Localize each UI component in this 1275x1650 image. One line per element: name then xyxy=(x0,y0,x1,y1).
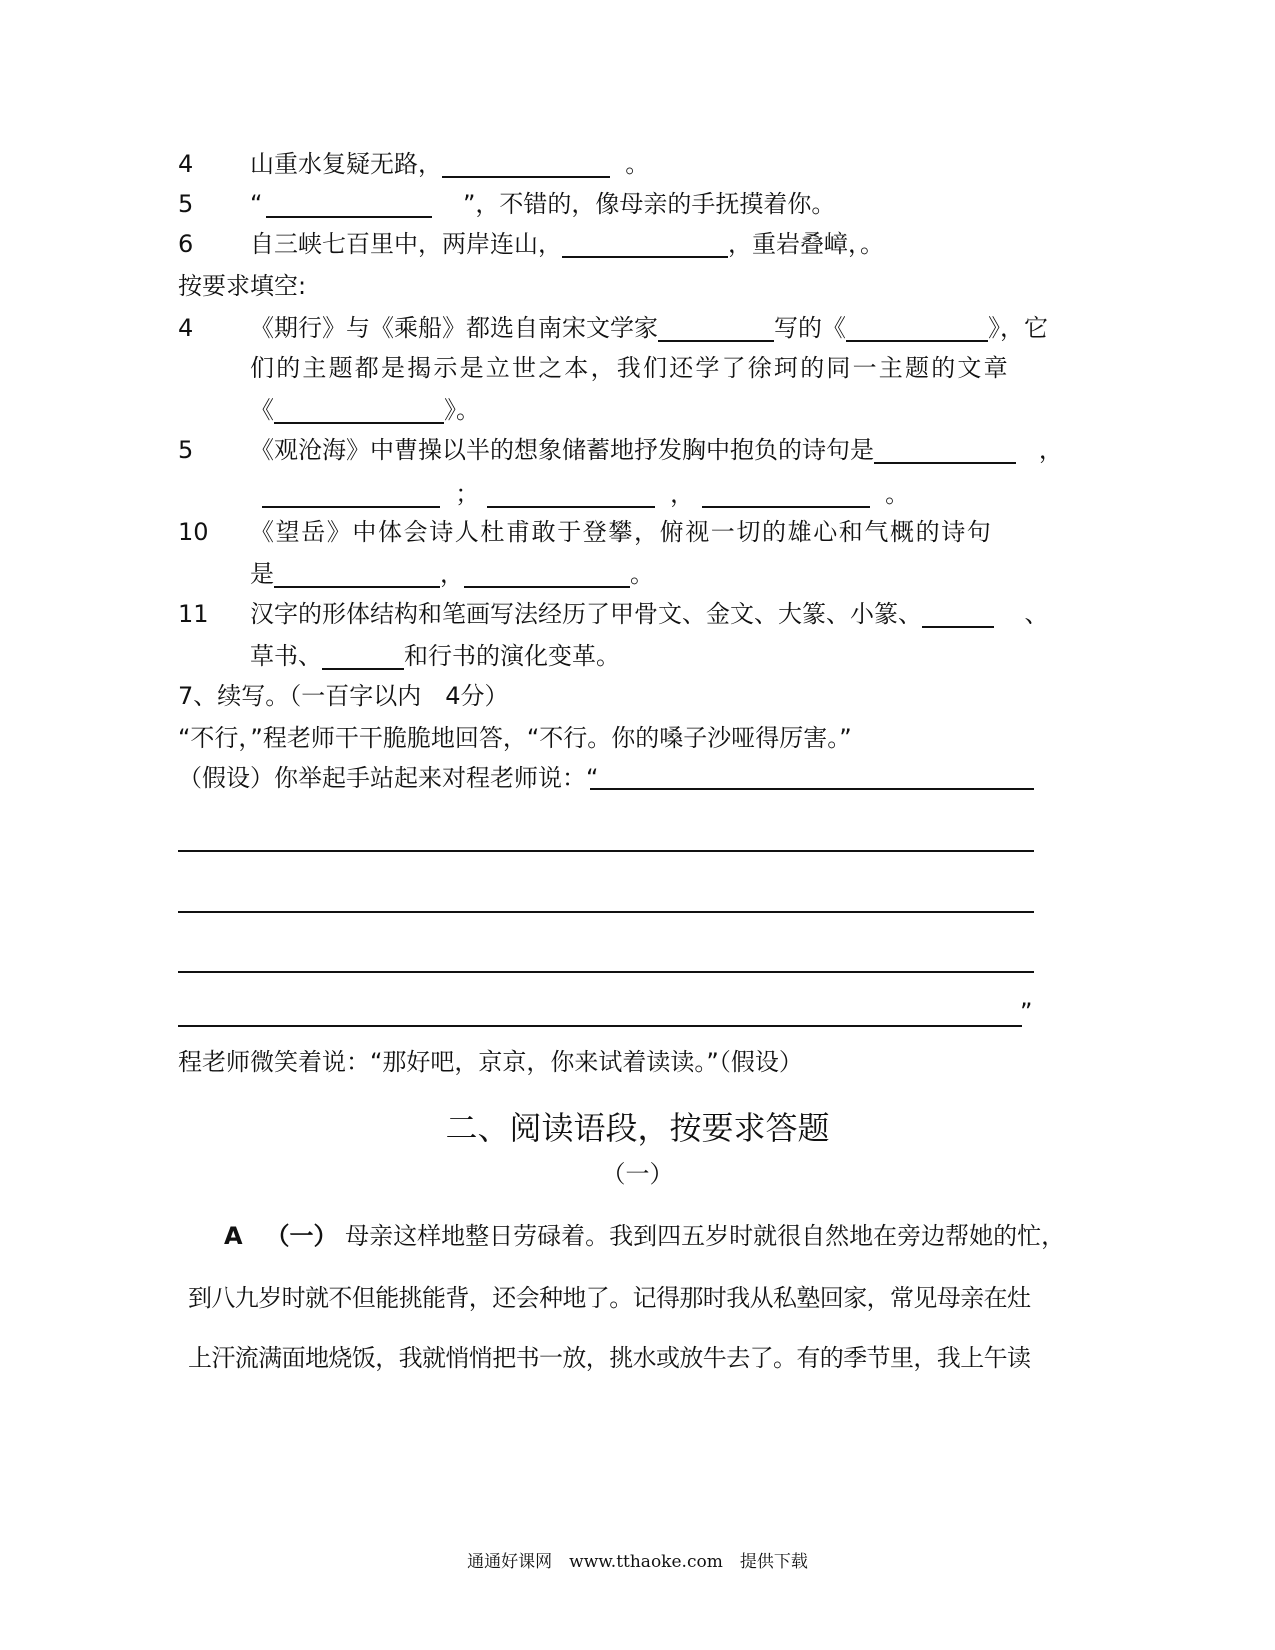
passage-line: 上汗流满面地烧饭，我就悄悄把书一放，挑水或放牛去了。有的季节里，我上午读 xyxy=(188,1344,1031,1372)
ending-text: 程老师微笑着说：“那好吧，京京，你来试着读读。”（假设） xyxy=(178,1048,803,1076)
question-text: ， xyxy=(1038,436,1063,464)
quote-text: “不行，”程老师干干脆脆地回答，“不行。你的嗓子沙哑得厉害。” xyxy=(178,724,852,752)
question-text: 。 xyxy=(630,560,654,588)
item-text: 山重水复疑无路， xyxy=(250,150,442,178)
passage-label: A xyxy=(224,1222,243,1250)
passage-line: 母亲这样地整日劳碌着。我到四五岁时就很自然地在旁边帮她的忙， xyxy=(345,1222,1066,1250)
question-text: 、 xyxy=(1024,600,1049,628)
answer-blank[interactable] xyxy=(562,232,728,258)
separator: 。 xyxy=(885,480,910,508)
writing-line[interactable] xyxy=(590,788,1034,790)
fill-heading: 按要求填空: xyxy=(178,272,307,300)
footer-credit: 通通好课网 www.tthaoke.com 提供下载 xyxy=(467,1552,808,1572)
item-number: 6 xyxy=(178,230,194,258)
section-title: 二、阅读语段，按要求答题 xyxy=(445,1109,830,1147)
prompt-text: （假设）你举起手站起来对程老师说：“ xyxy=(178,764,599,792)
item-text-end: ，重岩叠嶂，。 xyxy=(728,230,884,258)
answer-blank[interactable] xyxy=(922,602,994,628)
question-number: 10 xyxy=(178,518,209,546)
answer-blank[interactable] xyxy=(658,316,774,342)
answer-blank[interactable] xyxy=(487,482,655,508)
section-subtitle: （一） xyxy=(601,1160,674,1188)
question-text: 汉字的形体结构和笔画写法经历了甲骨文、金文、大篆、小篆、 xyxy=(250,600,922,628)
closing-quote: ” xyxy=(1020,998,1033,1026)
answer-blank[interactable] xyxy=(874,438,1016,464)
question-text: 》。 xyxy=(444,396,480,424)
question-text: 是 xyxy=(250,560,274,588)
answer-blank[interactable] xyxy=(274,562,440,588)
writing-line[interactable] xyxy=(178,850,1034,852)
question-heading: 7、续写。（一百字以内 4分） xyxy=(178,682,509,710)
answer-blank[interactable] xyxy=(846,316,988,342)
question-text: 《观沧海》中曹操以半的想象储蓄地抒发胸中抱负的诗句是 xyxy=(250,436,874,464)
item-text: 自三峡七百里中，两岸连山， xyxy=(250,230,562,258)
answer-blank[interactable] xyxy=(322,644,404,670)
writing-line[interactable] xyxy=(178,971,1034,973)
answer-blank[interactable] xyxy=(464,562,630,588)
item-number: 4 xyxy=(178,150,194,178)
question-text: 草书、 xyxy=(250,642,322,670)
item-text-end: 。 xyxy=(625,150,650,178)
question-text: 《 xyxy=(250,396,274,424)
item-number: 5 xyxy=(178,190,194,218)
question-number: 4 xyxy=(178,314,194,342)
item-text: “ xyxy=(250,190,263,218)
question-text: ， xyxy=(440,560,464,588)
question-text: 《期行》与《乘船》都选自南宋文学家 xyxy=(250,314,658,342)
question-text: 》，它 xyxy=(988,314,1048,342)
answer-blank[interactable] xyxy=(266,192,432,218)
separator: ； xyxy=(455,480,480,508)
question-number: 5 xyxy=(178,436,194,464)
answer-blank[interactable] xyxy=(262,482,440,508)
passage-line: 到八九岁时就不但能挑能背，还会种地了。记得那时我从私塾回家，常见母亲在灶 xyxy=(188,1284,1031,1312)
separator: ， xyxy=(670,480,695,508)
question-text: 《望岳》中体会诗人杜甫敢于登攀，俯视一切的雄心和气概的诗句 xyxy=(250,518,993,546)
answer-blank[interactable] xyxy=(702,482,870,508)
question-text: 和行书的演化变革。 xyxy=(404,642,620,670)
answer-blank[interactable] xyxy=(442,152,610,178)
writing-line[interactable] xyxy=(178,911,1034,913)
question-text: 写的《 xyxy=(774,314,846,342)
question-number: 11 xyxy=(178,600,209,628)
item-text-end: ”，不错的，像母亲的手抚摸着你。 xyxy=(462,190,836,218)
answer-blank[interactable] xyxy=(274,398,444,424)
passage-part-label: （一） xyxy=(265,1222,338,1250)
question-text: 们的主题都是揭示是立世之本，我们还学了徐珂的同一主题的文章 xyxy=(250,354,1010,382)
writing-line[interactable] xyxy=(178,1025,1022,1027)
